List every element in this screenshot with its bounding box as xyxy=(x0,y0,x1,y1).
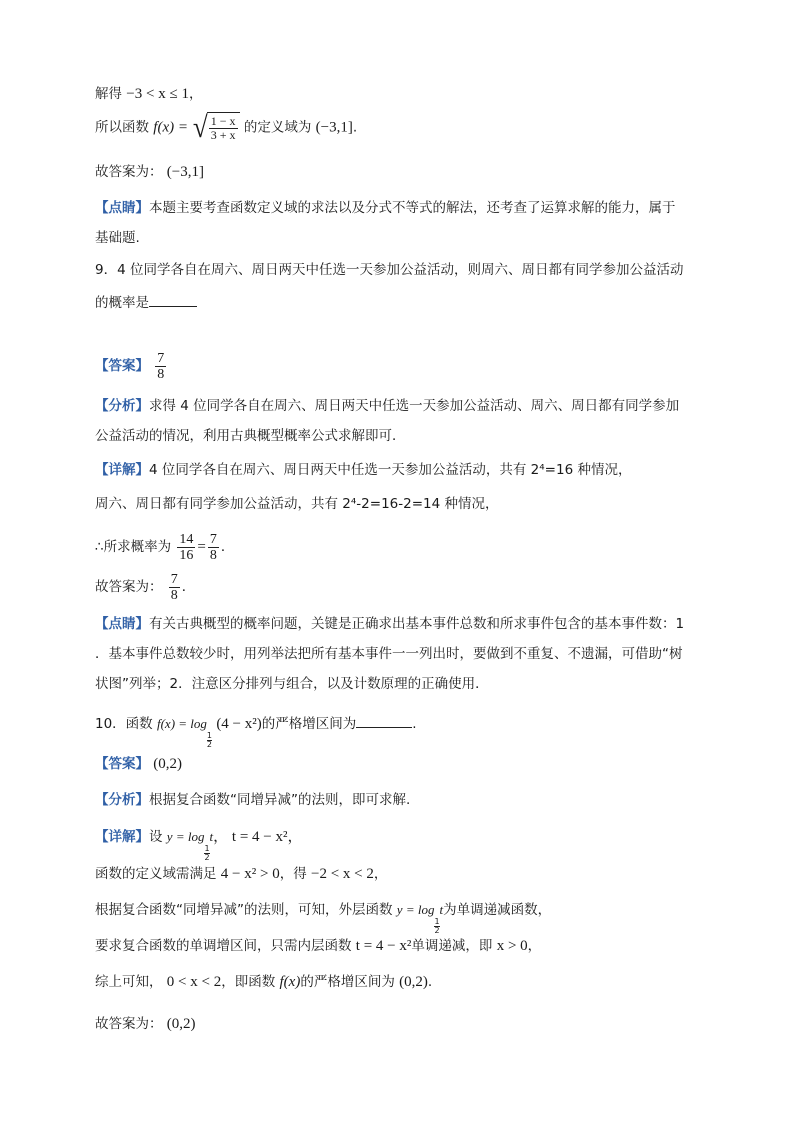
q8-solve-math: −3 < x ≤ 1 xyxy=(126,86,189,102)
q10-inner-math2: x > 0 xyxy=(496,938,528,954)
q9-analysis-line1 xyxy=(95,396,679,416)
q9-stem-text2: 的概率是 xyxy=(95,295,149,311)
q10-summary-end: . xyxy=(427,974,433,990)
q9-ans-line xyxy=(95,570,195,604)
q10-inner-end: ， xyxy=(527,938,542,954)
q9-detail-text2: 周六、周日都有同学参加公益活动，共有 2⁴-2=16-2=14 种情况， xyxy=(95,496,499,512)
q8-answer-val: (−3,1] xyxy=(166,164,204,180)
q8-domain-mid: 的定义域为 xyxy=(243,119,312,136)
q10-summary-fx: f(x) xyxy=(279,974,301,990)
q10-stem-prefix: 10．函数 xyxy=(95,716,153,732)
q9-answer-tag: 【答案】 xyxy=(95,358,149,374)
q9-ans-end: ． xyxy=(181,579,196,595)
q10-answer-val: (0,2) xyxy=(153,756,183,772)
q9-comment-text3: 状图”列举；2．注意区分排列与组合，以及计数原理的正确使用． xyxy=(95,676,489,692)
q9-comment-text1: 有关古典概型的概率问题，关键是正确求出基本事件总数和所求事件包含的基本事件数：1 xyxy=(149,616,685,632)
q10-analysis-line xyxy=(95,790,410,810)
q10-stem-fx: f(x) = log xyxy=(156,716,207,731)
q10-inner-math: t = 4 − x² xyxy=(355,938,412,954)
q10-detail-tag: 【详解】 xyxy=(95,829,149,845)
q8-comment-line1 xyxy=(95,198,676,218)
q10-final-line xyxy=(95,1014,196,1034)
q9-ans-prefix: 故答案为： xyxy=(95,579,163,595)
q9-comment-line1 xyxy=(95,614,684,634)
q9-prob-num2: 7 xyxy=(209,531,217,547)
q10-summary-val: (0,2) xyxy=(399,974,428,990)
q10-stem-end: . xyxy=(412,716,417,732)
q10-rule-base: $\frac{1}{2}$ xyxy=(434,917,440,935)
q10-detail-y: y = log xyxy=(166,829,205,844)
q9-comment-line2 xyxy=(95,644,683,664)
q8-answer-prefix: 故答案为： xyxy=(95,164,163,180)
q10-answer-blank xyxy=(356,713,412,728)
q10-inner-line xyxy=(95,936,541,956)
q9-answer-blank xyxy=(149,292,197,307)
q10-detail-t: t xyxy=(209,829,214,844)
q10-domain-math: 4 − x² > 0 xyxy=(220,866,280,882)
q9-prob-eq: = xyxy=(197,539,206,555)
q8-comment-text1: 本题主要考查函数定义域的求法以及分式不等式的解法，还考查了运算求解的能力，属于 xyxy=(149,200,676,216)
q8-comment-tag: 【点睛】 xyxy=(95,200,149,216)
q9-analysis-text2: 公益活动的情况，利用古典概型概率公式求解即可． xyxy=(95,428,406,444)
q9-analysis-tag: 【分析】 xyxy=(95,398,149,414)
q9-prob-frac1 xyxy=(177,532,195,563)
q10-rule-prefix: 根据复合函数“同增异减”的法则，可知，外层函数 xyxy=(95,902,393,918)
q10-rule-line: 根据复合函数“同增异减”的法则，可知，外层函数 y = log $\frac{1}{2}$ t为单调递减函数， xyxy=(95,902,552,935)
q10-domain-math2: −2 < x < 2 xyxy=(311,866,374,882)
q10-rule-suffix: 为单调递减函数， xyxy=(443,902,552,918)
q9-stem-line2 xyxy=(95,292,197,313)
q10-detail-line xyxy=(95,824,303,862)
q9-detail-line1 xyxy=(95,460,631,480)
q10-stem-line xyxy=(95,710,417,749)
q8-domain-prefix: 所以函数 xyxy=(95,119,149,136)
q9-prob-frac2 xyxy=(208,532,219,563)
q10-detail-set: 设 xyxy=(149,829,163,845)
q8-comment-line2 xyxy=(95,228,140,248)
q10-summary-prefix: 综上可知， xyxy=(95,974,163,990)
q10-stem-suffix: 的严格增区间为 xyxy=(261,716,357,732)
q10-detail-base: $\frac{1}{2}$ xyxy=(204,844,210,862)
q8-domain-line: 所以函数 f(x) = √ $\frac{1 - x}{3 + x}$ 的定义域为 (−3,1]. xyxy=(95,110,358,144)
q8-fx: f(x) = xyxy=(153,119,188,136)
q9-comment-tag: 【点睛】 xyxy=(95,616,149,632)
q9-answer-line xyxy=(95,350,168,382)
q8-answer-line xyxy=(95,162,204,182)
q9-comment-line3 xyxy=(95,674,489,694)
q9-analysis-line2 xyxy=(95,426,406,446)
q10-final-val: (0,2) xyxy=(166,1016,196,1032)
q9-stem-text1: 9．4 位同学各自在周六、周日两天中任选一天参加公益活动，则周六、周日都有同学参加公益活动 xyxy=(95,262,684,278)
q10-summary-mid2: 的严格增区间为 xyxy=(300,974,395,990)
q9-prob-prefix: ∴所求概率为 xyxy=(95,539,172,555)
q9-comment-text2: ．基本事件总数较少时，用列举法把所有基本事件一一列出时，要做到不重复、不遗漏，可借助“树 xyxy=(95,646,683,662)
q9-detail-line2 xyxy=(95,494,498,514)
q9-prob-line xyxy=(95,530,234,564)
q9-prob-den2: 8 xyxy=(209,547,217,563)
q8-comment-text2: 基础题. xyxy=(95,230,140,246)
q8-sqrt: √ $\frac{1 - x}{3 + x}$ xyxy=(192,112,239,143)
q10-domain-text: 函数的定义域需满足 xyxy=(95,866,217,882)
q10-domain-mid: ，得 xyxy=(279,866,307,882)
q9-prob-end: ． xyxy=(220,539,235,555)
q9-answer-num: 7 xyxy=(157,350,165,366)
q10-answer-tag: 【答案】 xyxy=(95,756,149,772)
q9-prob-num1: 14 xyxy=(179,531,194,547)
q8-sqrt-den: 3 + x xyxy=(210,127,236,142)
q10-summary-line xyxy=(95,972,432,992)
q8-solve-line: 解得 −3 < x ≤ 1， xyxy=(95,86,203,102)
q10-final-prefix: 故答案为： xyxy=(95,1016,163,1032)
q9-prob-den1: 16 xyxy=(179,547,194,563)
q8-domain-val: (−3,1] xyxy=(315,119,353,136)
q9-ans-num: 7 xyxy=(170,571,178,587)
q9-stem-line1 xyxy=(95,260,683,280)
q8-solve-text: 解得 xyxy=(95,86,122,102)
q9-answer-den: 8 xyxy=(157,366,165,382)
q9-ans-den: 8 xyxy=(170,587,178,603)
q9-detail-text1: 4 位同学各自在周六、周日两天中任选一天参加公益活动，共有 2⁴=16 种情况， xyxy=(149,462,632,478)
q9-answer-frac xyxy=(155,351,166,382)
q10-answer-line xyxy=(95,754,182,774)
q10-domain-end: ， xyxy=(373,866,388,882)
q9-analysis-text1: 求得 4 位同学各自在周六、周日两天中任选一天参加公益活动、周六、周日都有同学参加 xyxy=(149,398,680,414)
q8-sqrt-num: 1 − x xyxy=(210,113,236,128)
q10-analysis-tag: 【分析】 xyxy=(95,792,149,808)
q10-inner-prefix: 要求复合函数的单调增区间，只需内层函数 xyxy=(95,938,352,954)
q10-summary-mid: ，即函数 xyxy=(221,974,276,990)
q10-analysis-text: 根据复合函数“同增异减”的法则，即可求解. xyxy=(149,792,411,808)
q9-ans-frac xyxy=(169,572,180,603)
q10-summary-math: 0 < x < 2 xyxy=(166,974,222,990)
q10-domain-line xyxy=(95,864,387,884)
q10-stem-base: $\frac{1}{2}$ xyxy=(206,731,213,749)
q9-detail-tag: 【详解】 xyxy=(95,462,149,478)
q10-stem-arg: (4 − x²) xyxy=(216,716,262,732)
q10-inner-mid: 单调递减，即 xyxy=(411,938,493,954)
q10-detail-tdef: ， t = 4 − x²， xyxy=(213,829,303,845)
